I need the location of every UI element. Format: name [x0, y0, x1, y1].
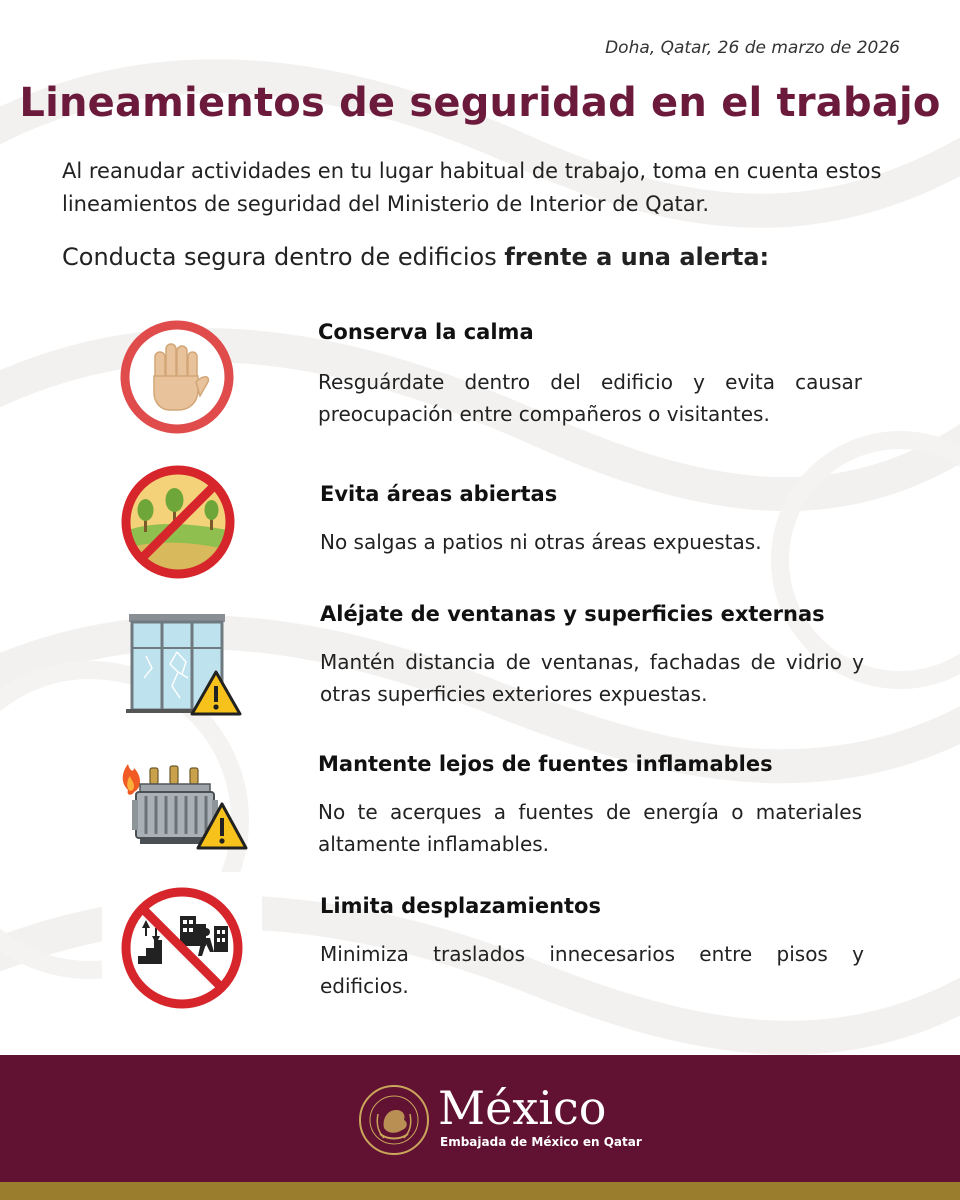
page-title: Lineamientos de seguridad en el trabajo: [19, 80, 941, 126]
raised-hand-icon: [118, 318, 236, 436]
date-line: Doha, Qatar, 26 de marzo de 2026: [605, 38, 900, 58]
national-seal-icon: [358, 1084, 430, 1156]
section-subheading: [62, 243, 902, 271]
subheading-bold: frente a una alerta:: [504, 243, 770, 271]
item-text: No te acerques a fuentes de energía o materiales altamente inflamables.: [318, 800, 862, 856]
item-text: No salgas a patios ni otras áreas expuestas.: [320, 530, 762, 554]
broken-window-warning-icon: [126, 612, 244, 718]
intro-paragraph: Al reanudar actividades en tu lugar habitual de trabajo, toma en cuenta estos lineamientos de seguridad del Ministerio de Interior de Qatar.: [62, 159, 882, 216]
item-title: Evita áreas abiertas: [320, 482, 558, 506]
flammable-transformer-warning-icon: [112, 760, 248, 856]
item-title: Conserva la calma: [318, 320, 534, 344]
guideline-item: [0, 602, 960, 722]
embassy-name: Embajada de México en Qatar: [440, 1135, 642, 1149]
no-movement-icon: [102, 872, 262, 1028]
item-title: Limita desplazamientos: [320, 894, 601, 918]
item-text: Resguárdate dentro del edificio y evita causar preocupación entre compañeros o visitantes.: [318, 370, 862, 426]
brand-wordmark: México: [438, 1081, 607, 1135]
guideline-item: [0, 752, 960, 862]
item-title: Aléjate de ventanas y superficies externas: [320, 602, 825, 626]
guideline-item: [0, 872, 960, 1032]
footer-gold-stripe: [0, 1182, 960, 1200]
item-text: Minimiza traslados innecesarios entre pisos y edificios.: [320, 942, 864, 998]
item-title: Mantente lejos de fuentes inflamables: [318, 752, 773, 776]
guideline-item: [0, 462, 960, 582]
guideline-item: [0, 318, 960, 438]
subheading-normal: Conducta segura dentro de edificios: [62, 243, 505, 271]
no-open-areas-icon: [118, 462, 238, 582]
item-text: Mantén distancia de ventanas, fachadas de vidrio y otras superficies exteriores expuestas.: [320, 650, 864, 706]
